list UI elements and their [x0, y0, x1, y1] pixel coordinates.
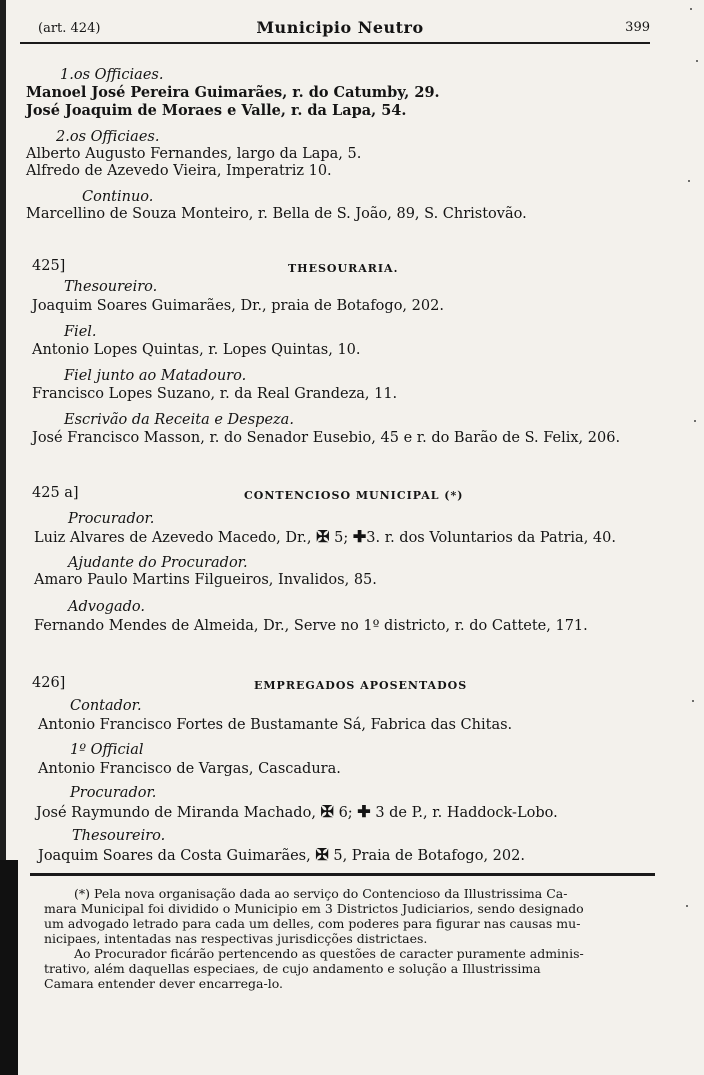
order-christ-icon: ✚: [357, 802, 371, 821]
entry-line: Fernando Mendes de Almeida, Dr., Serve no 1º districto, r. do Cattete, 171.: [34, 618, 588, 634]
footnote-line: mara Municipal foi dividido o Municipio em 3 Districtos Judiciarios, sendo designado: [44, 901, 584, 916]
role-heading: Escrivão da Receita e Despeza.: [64, 412, 294, 428]
entry-line: Joaquim Soares Guimarães, Dr., praia de Botafogo, 202.: [32, 298, 444, 314]
entry-address: 3 de P., r. Haddock-Lobo.: [375, 805, 558, 821]
entry-line: Amaro Paulo Martins Filgueiros, Invalidos, 85.: [34, 572, 377, 588]
entry-line: Francisco Lopes Suzano, r. da Real Grandeza, 11.: [32, 386, 398, 402]
footnote-line: (*) Pela nova organisação dada ao serviço do Contencioso da Illustrissima Ca-: [74, 886, 568, 901]
entry-line: Alfredo de Azevedo Vieira, Imperatriz 10.: [26, 163, 332, 179]
entry-name: José Raymundo de Miranda Machado,: [36, 805, 316, 821]
footnote-line: Camara entender dever encarrega-lo.: [44, 976, 284, 991]
role-heading: Advogado.: [68, 599, 145, 615]
role-heading: Contador.: [70, 698, 142, 714]
section-title: CONTENCIOSO MUNICIPAL (*): [244, 489, 464, 502]
entry-line: José Joaquim de Moraes e Valle, r. da Lapa, 54.: [26, 102, 407, 119]
footnote-line: Ao Procurador ficárão pertencendo as questões de caracter puramente adminis-: [74, 946, 584, 961]
role-heading: Continuo.: [82, 189, 154, 205]
page-title: Municipio Neutro: [256, 18, 424, 37]
entry-address: 5, Praia de Botafogo, 202.: [333, 848, 525, 864]
order-rank: 5;: [334, 530, 349, 546]
role-heading: Fiel junto ao Matadouro.: [64, 368, 247, 384]
page-number: 399: [625, 20, 650, 35]
entry-address: 3. r. dos Voluntarios da Patria, 40.: [366, 530, 616, 546]
entry-line: Manoel José Pereira Guimarães, r. do Catumby, 29.: [26, 84, 440, 101]
role-heading: 2.os Officiaes.: [56, 129, 160, 145]
section-number: 425 a]: [32, 485, 79, 501]
page-edge-speckles: [682, 0, 704, 1075]
order-rose-icon: ✠: [316, 527, 330, 546]
entry-line: Marcellino de Souza Monteiro, r. Bella de S. João, 89, S. Christovão.: [26, 206, 527, 222]
article-reference: (art. 424): [38, 21, 101, 36]
role-heading: Ajudante do Procurador.: [68, 555, 248, 571]
role-heading: 1º Official: [70, 742, 144, 758]
footnote-line: trativo, além daquellas especiaes, de cujo andamento e solução a Illustrissima: [44, 961, 541, 976]
order-rose-icon: ✠: [315, 845, 329, 864]
role-heading: Thesoureiro.: [64, 279, 158, 295]
binding-shadow: [0, 860, 18, 1075]
role-heading: Procurador.: [68, 511, 155, 527]
entry-line: Antonio Francisco Fortes de Bustamante Sá, Fabrica das Chitas.: [38, 717, 513, 733]
footnote-line: um advogado letrado para cada um delles, com poderes para figurar nas causas mu-: [44, 916, 581, 931]
role-heading: Procurador.: [70, 785, 157, 801]
section-number: 426]: [32, 675, 66, 691]
entry-line: [38, 846, 525, 865]
section-number: 425]: [32, 258, 66, 274]
running-header: [30, 18, 650, 40]
entry-name: Luiz Alvares de Azevedo Macedo, Dr.,: [34, 530, 312, 546]
entry-line: Alberto Augusto Fernandes, largo da Lapa, 5.: [26, 146, 362, 162]
header-rule: [20, 42, 650, 44]
entry-line: [36, 803, 558, 822]
role-heading: 1.os Officiaes.: [60, 67, 164, 83]
role-heading: Fiel.: [64, 324, 97, 340]
section-title: THESOURARIA.: [288, 262, 399, 275]
entry-name: Joaquim Soares da Costa Guimarães,: [38, 848, 311, 864]
entry-line: [34, 528, 616, 547]
role-heading: Thesoureiro.: [72, 828, 166, 844]
footnote-rule: [30, 873, 655, 876]
entry-line: Antonio Lopes Quintas, r. Lopes Quintas, 10.: [32, 342, 361, 358]
entry-line: Antonio Francisco de Vargas, Cascadura.: [38, 761, 341, 777]
order-rank: 6;: [338, 805, 353, 821]
section-title: EMPREGADOS APOSENTADOS: [254, 679, 468, 692]
order-christ-icon: ✚: [352, 527, 367, 546]
entry-line: José Francisco Masson, r. do Senador Eusebio, 45 e r. do Barão de S. Felix, 206.: [32, 430, 621, 446]
order-rose-icon: ✠: [320, 802, 334, 821]
footnote-line: nicipaes, intentadas nas respectivas jurisdicções districtaes.: [44, 931, 428, 946]
